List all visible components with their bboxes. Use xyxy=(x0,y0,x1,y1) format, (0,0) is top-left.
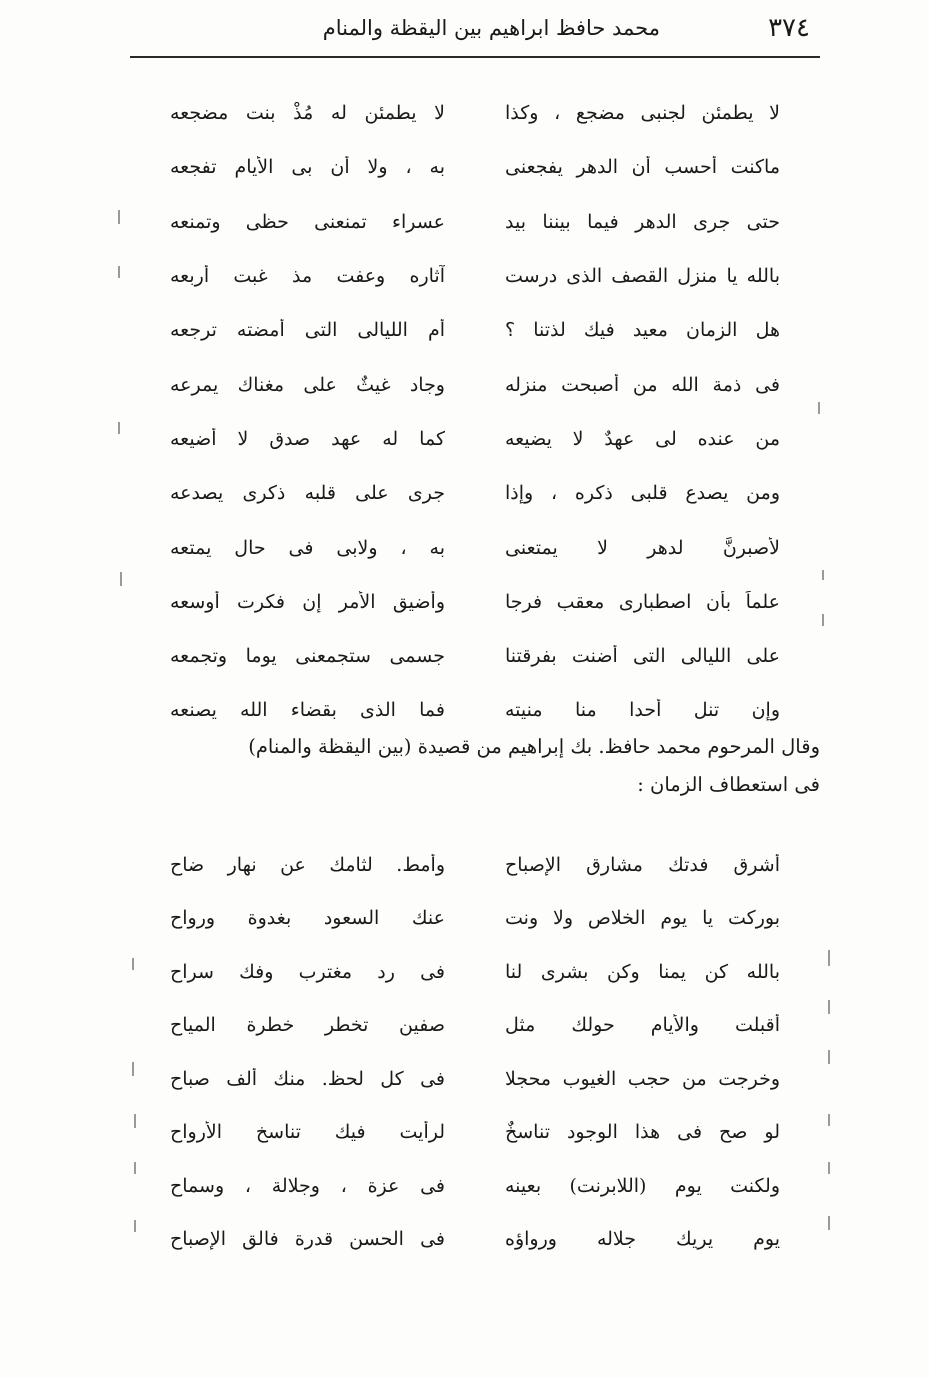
hemistich-left: أم الليالى التى أمضته ترجعه xyxy=(170,319,445,342)
hemistich-left: لا يطمئن له مُذْ بنت مضجعه xyxy=(170,102,445,125)
hemistich-right: من عنده لى عهدٌ لا يضيعه xyxy=(505,427,780,450)
hemistich-left: صفين تخطر خطرة المياح xyxy=(170,1014,445,1037)
scan-mark xyxy=(822,570,824,580)
scan-mark xyxy=(134,1162,136,1174)
verse xyxy=(170,1106,780,1160)
prose-line: فى استعطاف الزمان : xyxy=(637,773,820,796)
verse xyxy=(170,520,780,574)
hemistich-right: بالله كن يمنا وكن بشرى لنا xyxy=(505,960,780,983)
scan-mark xyxy=(120,572,122,586)
scan-mark xyxy=(132,958,134,970)
running-title: محمد حافظ ابراهيم بين اليقظة والمنام xyxy=(322,16,660,40)
hemistich-right: ومن يصدع قلبى ذكره ، وإذا xyxy=(505,482,780,505)
hemistich-right: لو صح فى هذا الوجود تناسخٌ xyxy=(505,1121,780,1144)
verse xyxy=(170,1052,780,1106)
verse xyxy=(170,838,780,892)
hemistich-left: آثاره وعفت مذ غبت أربعه xyxy=(170,265,445,288)
hemistich-left: لرأيت فيك تناسخ الأرواح xyxy=(170,1121,445,1144)
poem-first xyxy=(170,86,780,738)
scan-mark xyxy=(828,1000,830,1014)
scan-mark xyxy=(118,422,120,434)
hemistich-right: لأصبرنَّ لدهر لا يمتعنى xyxy=(505,536,780,559)
hemistich-right: وإن تنل أحدا منا منيته xyxy=(505,699,780,722)
verse xyxy=(170,466,780,520)
hemistich-right: هل الزمان معيد فيك لذتنا ؟ xyxy=(505,319,780,342)
verse xyxy=(170,945,780,999)
verse xyxy=(170,575,780,629)
verse xyxy=(170,303,780,357)
page-number: ٣٧٤ xyxy=(768,13,810,43)
hemistich-right: علماً بأن اصطبارى معقب فرجا xyxy=(505,590,780,613)
verse xyxy=(170,140,780,194)
scan-mark xyxy=(818,402,820,414)
scan-mark xyxy=(828,1050,830,1064)
hemistich-right: ماكنت أحسب أن الدهر يفجعنى xyxy=(505,156,780,179)
hemistich-left: عنك السعود بغدوة ورواح xyxy=(170,907,445,930)
scan-mark xyxy=(828,950,830,966)
verse xyxy=(170,195,780,249)
scan-mark xyxy=(132,1062,134,1076)
verse xyxy=(170,1159,780,1213)
verse xyxy=(170,86,780,140)
hemistich-right: أشرق فدتك مشارق الإصباح xyxy=(505,853,780,876)
hemistich-left: وأضيق الأمر إن فكرت أوسعه xyxy=(170,590,445,613)
scan-mark xyxy=(134,1114,136,1128)
hemistich-left: به ، ولا أن بى الأيام تفجعه xyxy=(170,156,445,179)
verse xyxy=(170,357,780,411)
verse xyxy=(170,412,780,466)
scan-mark xyxy=(118,266,120,278)
hemistich-left: كما له عهد صدق لا أضيعه xyxy=(170,427,445,450)
hemistich-left: فى الحسن قدرة فالق الإصباح xyxy=(170,1228,445,1251)
scan-mark xyxy=(828,1114,830,1126)
hemistich-right: لا يطمئن لجنبى مضجع ، وكذا xyxy=(505,102,780,125)
poem-second xyxy=(170,838,780,1266)
hemistich-left: به ، ولابى فى حال يمتعه xyxy=(170,536,445,559)
scan-mark xyxy=(134,1220,136,1232)
hemistich-left: وأمط. لثامك عن نهار ضاح xyxy=(170,853,445,876)
hemistich-right: ولكنت يوم (اللابرنت) بعينه xyxy=(505,1174,780,1197)
hemistich-right: أقبلت والأيام حولك مثل xyxy=(505,1014,780,1037)
hemistich-right: بوركت يا يوم الخلاص ولا ونت xyxy=(505,907,780,930)
hemistich-right: يوم يريك جلاله ورواؤه xyxy=(505,1228,780,1251)
prose-introduction xyxy=(140,728,820,804)
scan-mark xyxy=(118,210,120,224)
verse xyxy=(170,1213,780,1267)
prose-line: وقال المرحوم محمد حافظ. بك إبراهيم من قصيدة (بين اليقظة والمنام) xyxy=(248,735,820,758)
hemistich-left: فى رد مغترب وفك سراح xyxy=(170,960,445,983)
hemistich-right: حتى جرى الدهر فيما بيننا بيد xyxy=(505,210,780,233)
hemistich-left: فما الذى بقضاء الله يصنعه xyxy=(170,699,445,722)
verse xyxy=(170,999,780,1053)
hemistich-left: فى عزة ، وجلالة ، وسماح xyxy=(170,1174,445,1197)
scan-mark xyxy=(828,1216,830,1230)
header-rule xyxy=(130,56,820,58)
hemistich-right: وخرجت من حجب الغيوب محجلا xyxy=(505,1067,780,1090)
page-header xyxy=(130,8,810,52)
scan-mark xyxy=(822,614,824,626)
verse xyxy=(170,629,780,683)
hemistich-left: جسمى ستجمعنى يوما وتجمعه xyxy=(170,645,445,668)
hemistich-left: عسراء تمنعنى حظى وتمنعه xyxy=(170,210,445,233)
hemistich-left: وجاد غيثٌ على مغناك يمرعه xyxy=(170,373,445,396)
scan-mark xyxy=(828,1162,830,1174)
verse xyxy=(170,892,780,946)
hemistich-left: فى كل لحظ. منك ألف صباح xyxy=(170,1067,445,1090)
hemistich-left: جرى على قلبه ذكرى يصدعه xyxy=(170,482,445,505)
verse xyxy=(170,249,780,303)
hemistich-right: بالله يا منزل القصف الذى درست xyxy=(505,265,780,288)
hemistich-right: فى ذمة الله من أصبحت منزله xyxy=(505,373,780,396)
hemistich-right: على الليالى التى أضنت بفرقتنا xyxy=(505,645,780,668)
